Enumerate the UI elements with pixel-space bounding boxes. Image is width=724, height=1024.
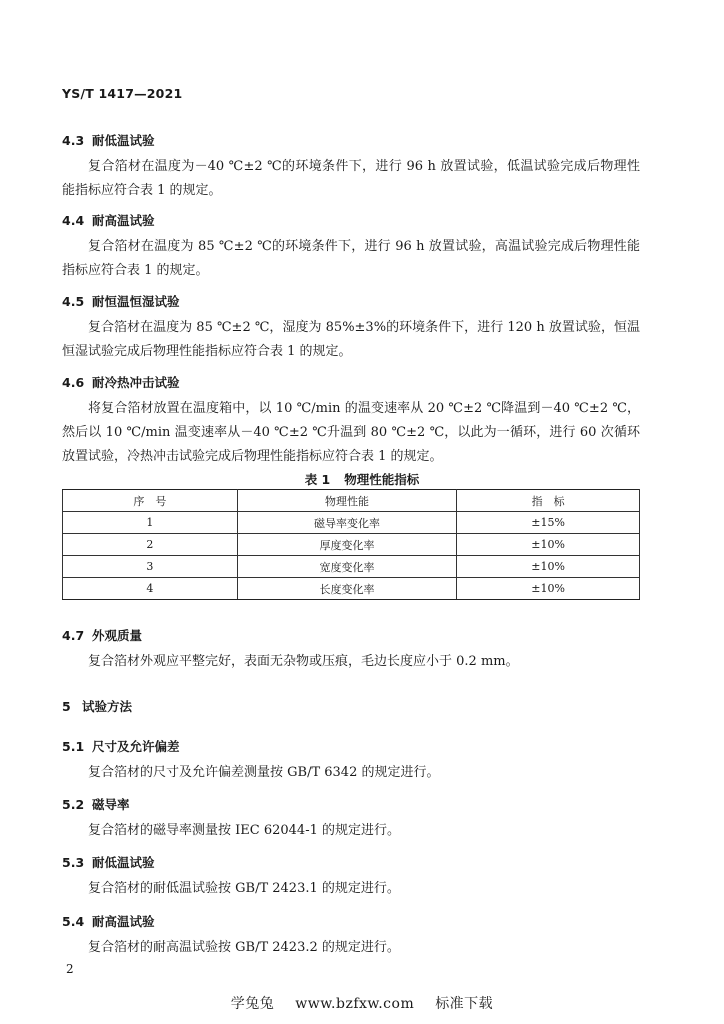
section-text-5-2: 复合箔材的磁导率测量按 IEC 62044-1 的规定进行。 (88, 823, 400, 838)
section-text-4-3: 复合箔材在温度为－40 ℃±2 ℃的环境条件下，进行 96 h 放置试验，低温试验完成后物理性能指标应符合表 1 的规定。 (62, 159, 640, 198)
section-title: 尺寸及允许偏差 (92, 739, 180, 754)
physical-properties-table (62, 489, 640, 600)
section-title: 耐低温试验 (92, 855, 155, 870)
footer-slogan: 标准下载 (435, 996, 494, 1012)
table-cell: 4 (63, 578, 238, 600)
section-number: 5.4 (62, 914, 85, 929)
table-cell: 厚度变化率 (237, 534, 457, 556)
standard-code: YS/T 1417—2021 (62, 86, 183, 101)
section-title: 耐高温试验 (92, 914, 155, 929)
section-title: 耐高温试验 (92, 213, 155, 228)
table-header-cell: 指 标 (457, 490, 640, 512)
table-header-row (63, 490, 640, 512)
section-heading-5-4 (62, 912, 155, 930)
table-header-cell: 物理性能 (237, 490, 457, 512)
section-text-5-1: 复合箔材的尺寸及允许偏差测量按 GB/T 6342 的规定进行。 (88, 765, 440, 780)
section-heading-5-1 (62, 737, 180, 755)
section-number: 4.7 (62, 628, 85, 643)
table-cell: ±10% (457, 534, 640, 556)
section-title: 磁导率 (92, 797, 130, 812)
footer-site-name: 学兔兔 (230, 996, 275, 1012)
section-number: 4.6 (62, 375, 85, 390)
table-caption-number: 表 1 (304, 472, 331, 487)
table-cell: 长度变化率 (237, 578, 457, 600)
table-cell: 宽度变化率 (237, 556, 457, 578)
section-heading-4-6 (62, 373, 180, 391)
section-text-4-5: 复合箔材在温度为 85 ℃±2 ℃，湿度为 85%±3%的环境条件下，进行 120 h 放置试验，恒温恒湿试验完成后物理性能指标应符合表 1 的规定。 (62, 320, 640, 359)
section-text-5-3: 复合箔材的耐低温试验按 GB/T 2423.1 的规定进行。 (88, 881, 400, 896)
section-text-4-6: 将复合箔材放置在温度箱中，以 10 ℃/min 的温变速率从 20 ℃±2 ℃降温到－40 ℃±2 ℃，然后以 10 ℃/min 温变速率从－40 ℃±2 ℃升温到 80 ℃±2 ℃，以此为一循环，进行 60 次循环放置试验，冷热冲击试验完成后物理性能指标应符合表 1 的规定。 (62, 401, 640, 464)
section-number: 4.5 (62, 294, 85, 309)
section-number: 5.2 (62, 797, 85, 812)
table-caption-title: 物理性能指标 (344, 472, 420, 487)
table-cell: ±15% (457, 512, 640, 534)
section-text-4-7: 复合箔材外观应平整完好，表面无杂物或压痕，毛边长度应小于 0.2 mm。 (88, 654, 519, 669)
section-heading-5-3 (62, 853, 155, 871)
section-title: 试验方法 (82, 699, 133, 714)
table-row (63, 512, 640, 534)
section-text-5-4: 复合箔材的耐高温试验按 GB/T 2423.2 的规定进行。 (88, 940, 400, 955)
table-cell: 3 (63, 556, 238, 578)
table-cell: 磁导率变化率 (237, 512, 457, 534)
section-heading-4-7 (62, 626, 142, 644)
footer-url[interactable]: www.bzfxw.com (295, 996, 415, 1012)
table-cell: 1 (63, 512, 238, 534)
table-row (63, 534, 640, 556)
table-header-cell: 序 号 (63, 490, 238, 512)
site-footer (0, 993, 724, 1013)
table-row (63, 556, 640, 578)
section-title: 外观质量 (92, 628, 143, 643)
table-cell: ±10% (457, 578, 640, 600)
section-number: 4.3 (62, 133, 85, 148)
table-cell: 2 (63, 534, 238, 556)
section-heading-4-3 (62, 131, 155, 149)
section-number: 4.4 (62, 213, 85, 228)
section-number: 5.3 (62, 855, 85, 870)
section-heading-5 (62, 697, 132, 715)
section-heading-4-5 (62, 292, 180, 310)
section-number: 5.1 (62, 739, 85, 754)
table-row (63, 578, 640, 600)
section-title: 耐恒温恒湿试验 (92, 294, 180, 309)
table-caption (0, 470, 724, 488)
section-text-4-4: 复合箔材在温度为 85 ℃±2 ℃的环境条件下，进行 96 h 放置试验，高温试验完成后物理性能指标应符合表 1 的规定。 (62, 239, 640, 278)
table-cell: ±10% (457, 556, 640, 578)
section-number: 5 (62, 699, 71, 714)
section-heading-4-4 (62, 211, 155, 229)
section-title: 耐冷热冲击试验 (92, 375, 180, 390)
section-heading-5-2 (62, 795, 130, 813)
section-title: 耐低温试验 (92, 133, 155, 148)
page-number: 2 (66, 962, 74, 976)
